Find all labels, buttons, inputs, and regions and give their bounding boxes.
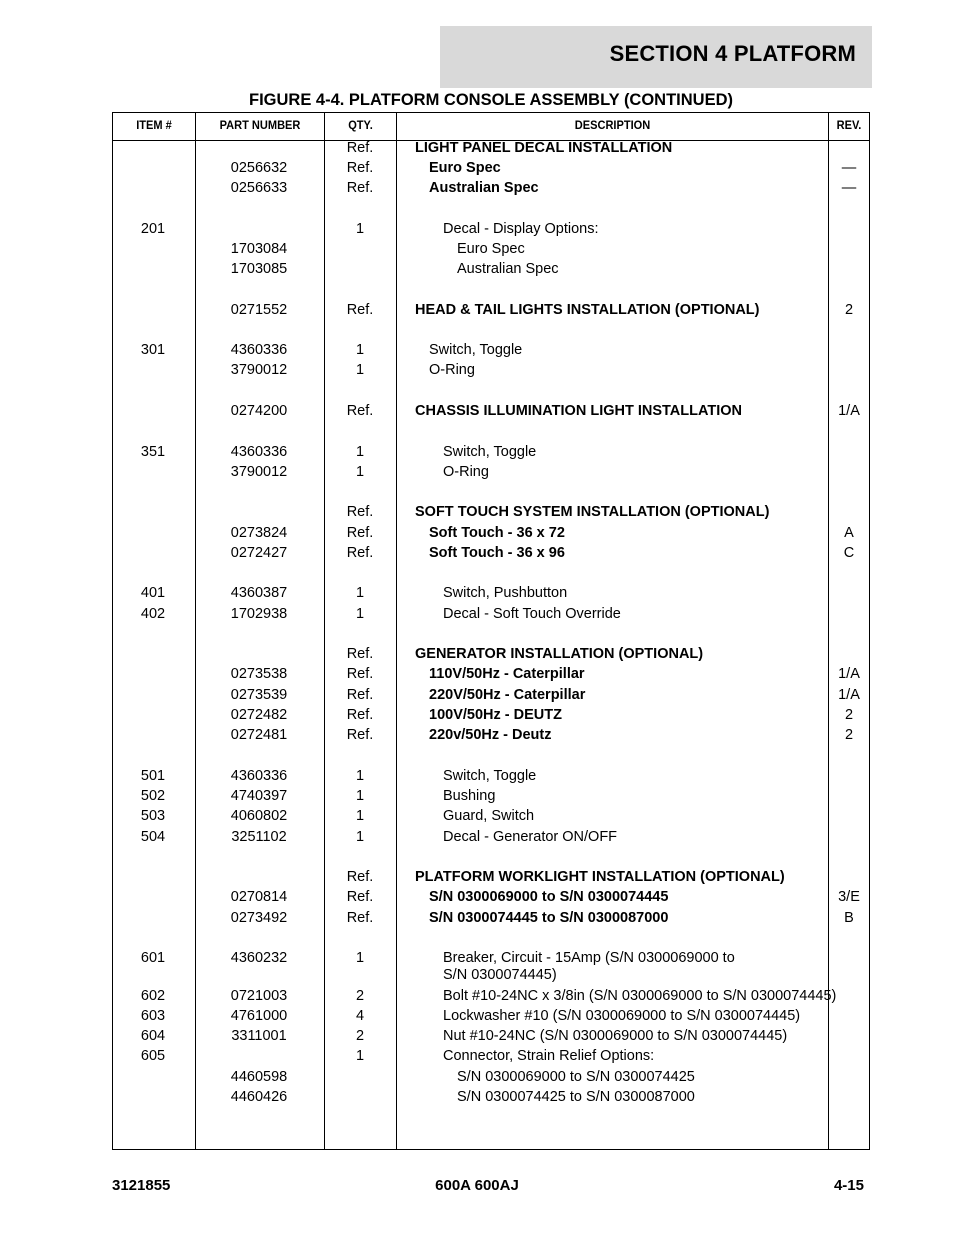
table-row [0,180,954,200]
part-number: 4740397 [230,788,288,804]
figure-title: FIGURE 4-4. PLATFORM CONSOLE ASSEMBLY (CONTINUED) [248,91,734,109]
table-row [0,525,954,545]
item-number: 501 [140,768,166,784]
item-number: 351 [140,444,166,460]
description: Bushing [443,788,496,804]
quantity: Ref. [346,646,374,662]
quantity: Ref. [346,666,374,682]
description: SOFT TOUCH SYSTEM INSTALLATION (OPTIONAL) [415,504,770,520]
table-row [0,1089,954,1109]
quantity: 1 [355,1048,365,1064]
quantity: 2 [355,1028,365,1044]
quantity: Ref. [346,707,374,723]
description: O-Ring [443,464,489,480]
description: LIGHT PANEL DECAL INSTALLATION [415,140,673,156]
quantity: 1 [355,829,365,845]
quantity: 1 [355,342,365,358]
table-row [0,362,954,382]
quantity: 1 [355,788,365,804]
part-number: 0273538 [230,666,288,682]
quantity: Ref. [346,910,374,926]
description: O-Ring [429,362,475,378]
revision: 3/E [838,889,860,905]
table-row [0,768,954,788]
quantity: Ref. [346,687,374,703]
item-number: 401 [140,585,166,601]
revision: A [844,525,854,541]
quantity: 1 [355,768,365,784]
quantity: 1 [355,950,365,966]
table-row [0,140,954,160]
part-number: 0256633 [230,180,288,196]
description: 220V/50Hz - Caterpillar [429,687,586,703]
part-number: 4360336 [230,768,288,784]
item-number: 603 [140,1008,166,1024]
item-number: 604 [140,1028,166,1044]
quantity: Ref. [346,504,374,520]
table-row [0,1048,954,1068]
quantity: Ref. [346,525,374,541]
item-number: 504 [140,829,166,845]
part-number: 4060802 [230,808,288,824]
table-row [0,727,954,747]
item-number: 301 [140,342,166,358]
section-title: SECTION 4 PLATFORM [609,41,856,66]
quantity: Ref. [346,160,374,176]
revision: 1/A [838,687,860,703]
description: Decal - Generator ON/OFF [443,829,618,845]
part-number: 0272481 [230,727,288,743]
part-number: 0271552 [230,302,288,318]
part-number: 4460426 [230,1089,288,1105]
description: Bolt #10-24NC x 3/8in (S/N 0300069000 to S/N 0300074445) [443,988,837,1004]
part-number: 0273492 [230,910,288,926]
table-row [0,160,954,180]
item-number: 201 [140,221,166,237]
quantity: Ref. [346,140,374,156]
quantity: 1 [355,221,365,237]
table-row [0,302,954,322]
table-row [0,1008,954,1028]
description: Guard, Switch [443,808,535,824]
description: Decal - Soft Touch Override [443,606,621,622]
quantity: 1 [355,444,365,460]
part-number: 0273539 [230,687,288,703]
header-rev: REV. [836,118,862,132]
table-row [0,261,954,281]
footer-page-number: 4-15 [833,1177,864,1194]
quantity: Ref. [346,727,374,743]
table-row [0,967,954,987]
revision: — [841,180,857,196]
quantity: Ref. [346,889,374,905]
part-number: 4460598 [230,1069,288,1085]
part-number: 4360232 [230,950,288,966]
revision: 2 [844,707,854,723]
footer-document-number: 3121855 [112,1177,171,1194]
header-part-number: PART NUMBER [219,118,301,132]
revision: — [841,160,857,176]
quantity: 1 [355,606,365,622]
table-row [0,221,954,241]
description: S/N 0300069000 to S/N 0300074425 [457,1069,695,1085]
description: Nut #10-24NC (S/N 0300069000 to S/N 0300074445) [443,1028,788,1044]
section-header [440,26,872,88]
part-number: 4360336 [230,444,288,460]
description: PLATFORM WORKLIGHT INSTALLATION (OPTIONAL) [415,869,785,885]
quantity: 4 [355,1008,365,1024]
description: Switch, Toggle [443,444,537,460]
description: Breaker, Circuit - 15Amp (S/N 0300069000 to [443,950,735,966]
quantity: 2 [355,988,365,1004]
part-number: 1703085 [230,261,288,277]
part-number: 4360336 [230,342,288,358]
description: Australian Spec [429,180,539,196]
part-number: 3790012 [230,362,288,378]
quantity: 1 [355,585,365,601]
table-row [0,342,954,362]
part-number: 0274200 [230,403,288,419]
part-number: 0273824 [230,525,288,541]
revision: C [843,545,855,561]
table-row [0,646,954,666]
description: Lockwasher #10 (S/N 0300069000 to S/N 0300074445) [443,1008,801,1024]
table-row [0,910,954,930]
part-number: 1702938 [230,606,288,622]
table-row [0,585,954,605]
description: GENERATOR INSTALLATION (OPTIONAL) [415,646,704,662]
description: S/N 0300074445) [443,967,557,983]
table-row [0,808,954,828]
table-row [0,889,954,909]
table-row [0,403,954,423]
item-number: 602 [140,988,166,1004]
description: S/N 0300069000 to S/N 0300074445 [429,889,669,905]
table-row [0,545,954,565]
part-number: 0721003 [230,988,288,1004]
description: Euro Spec [429,160,501,176]
description: S/N 0300074425 to S/N 0300087000 [457,1089,695,1105]
header-item: ITEM # [136,118,172,132]
description: Australian Spec [457,261,559,277]
description: Switch, Toggle [443,768,537,784]
table-row [0,1028,954,1048]
table-row [0,241,954,261]
quantity: Ref. [346,869,374,885]
header-qty: QTY. [348,118,373,132]
table-row [0,444,954,464]
quantity: 1 [355,464,365,480]
part-number: 0270814 [230,889,288,905]
description: CHASSIS ILLUMINATION LIGHT INSTALLATION [415,403,743,419]
part-number: 4761000 [230,1008,288,1024]
table-row [0,606,954,626]
description: Euro Spec [457,241,525,257]
part-number: 3790012 [230,464,288,480]
part-number: 3251102 [231,829,287,845]
quantity: Ref. [346,403,374,419]
item-number: 503 [140,808,166,824]
description: 220v/50Hz - Deutz [429,727,552,743]
description: HEAD & TAIL LIGHTS INSTALLATION (OPTIONAL) [415,302,760,318]
item-number: 605 [140,1048,166,1064]
table-row [0,504,954,524]
part-number: 3311001 [231,1028,287,1044]
part-number: 0272427 [230,545,288,561]
part-number: 0272482 [230,707,288,723]
table-row [0,988,954,1008]
footer-model: 600A 600AJ [435,1177,519,1194]
quantity: Ref. [346,180,374,196]
table-row [0,788,954,808]
part-number: 0256632 [230,160,288,176]
table-row [0,1069,954,1089]
revision: 2 [844,727,854,743]
description: Soft Touch - 36 x 72 [429,525,565,541]
item-number: 502 [140,788,166,804]
revision: B [844,910,854,926]
quantity: 1 [355,362,365,378]
part-number: 1703084 [230,241,288,257]
description: Soft Touch - 36 x 96 [429,545,565,561]
part-number: 4360387 [230,585,288,601]
revision: 1/A [838,403,860,419]
item-number: 601 [140,950,166,966]
table-row [0,869,954,889]
table-row [0,464,954,484]
description: Connector, Strain Relief Options: [443,1048,655,1064]
description: 100V/50Hz - DEUTZ [429,707,562,723]
description: 110V/50Hz - Caterpillar [429,666,585,682]
table-row [0,829,954,849]
quantity: 1 [355,808,365,824]
table-row [0,666,954,686]
description: S/N 0300074445 to S/N 0300087000 [429,910,669,926]
item-number: 402 [140,606,166,622]
description: Switch, Toggle [429,342,523,358]
quantity: Ref. [346,302,374,318]
table-row [0,687,954,707]
description: Switch, Pushbutton [443,585,568,601]
quantity: Ref. [346,545,374,561]
table-row [0,707,954,727]
header-description: DESCRIPTION [574,118,651,132]
revision: 2 [844,302,854,318]
description: Decal - Display Options: [443,221,599,237]
revision: 1/A [838,666,860,682]
